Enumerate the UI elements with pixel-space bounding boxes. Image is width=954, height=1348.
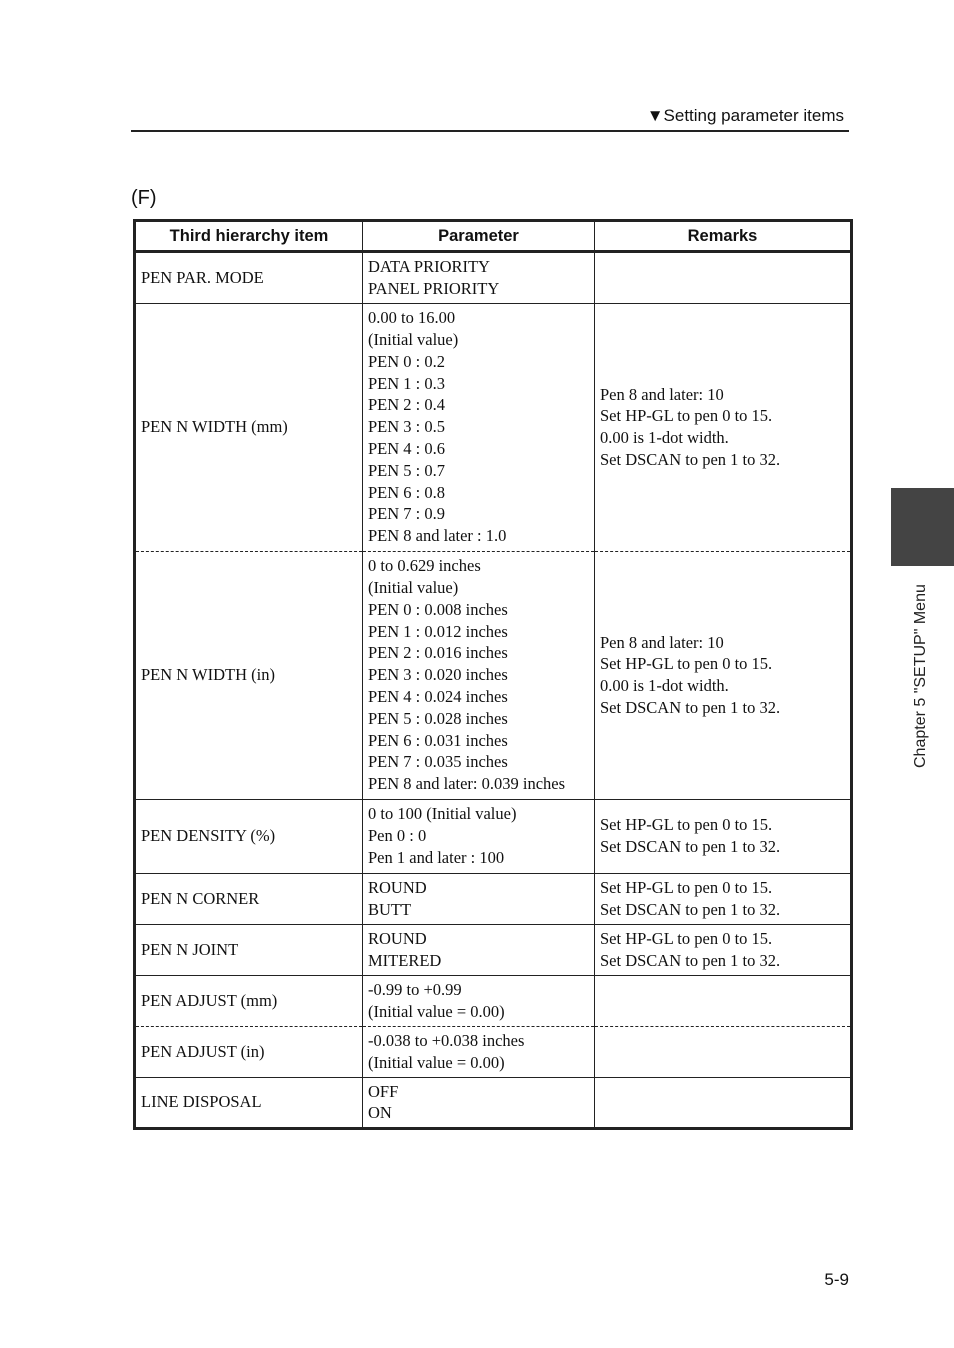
remarks-line: Set HP-GL to pen 0 to 15.: [600, 654, 773, 674]
remarks-line: 0.00 is 1-dot width.: [600, 676, 729, 696]
parameter-line: 0 to 0.629 inches: [368, 556, 481, 576]
parameter-line: 0 to 100 (Initial value): [368, 804, 517, 824]
item-cell: PEN DENSITY (%): [135, 799, 363, 873]
remarks-line: Set DSCAN to pen 1 to 32.: [600, 837, 781, 857]
parameter-line: (Initial value = 0.00): [368, 1001, 505, 1021]
parameter-cell: [363, 924, 595, 975]
parameter-line: (Initial value = 0.00): [368, 1052, 505, 1072]
item-cell: PEN ADJUST (in): [135, 1026, 363, 1077]
table-row: [135, 873, 852, 924]
parameter-cell: [363, 1077, 595, 1129]
remarks-line: Pen 8 and later: 10: [600, 384, 724, 404]
parameter-line: PEN 5 : 0.7: [368, 460, 446, 480]
remarks-cell: [595, 799, 852, 873]
remarks-line: Set HP-GL to pen 0 to 15.: [600, 406, 773, 426]
section-label: (F): [131, 187, 157, 209]
parameter-line: ON: [368, 1103, 392, 1123]
parameter-line: Pen 0 : 0: [368, 826, 427, 846]
parameter-line: PEN 3 : 0.020 inches: [368, 665, 508, 685]
remarks-line: Set HP-GL to pen 0 to 15.: [600, 928, 773, 948]
table-row: [135, 975, 852, 1026]
table-row: [135, 799, 852, 873]
parameter-line: PEN 4 : 0.024 inches: [368, 686, 508, 706]
parameter-line: PEN 8 and later: 0.039 inches: [368, 774, 566, 794]
table-row: [135, 551, 852, 799]
remarks-cell: [595, 551, 852, 799]
chapter-side-label: Chapter 5 "SETUP" Menu: [912, 584, 929, 768]
item-cell: PEN N JOINT: [135, 924, 363, 975]
parameter-line: PEN 6 : 0.031 inches: [368, 730, 508, 750]
parameter-line: OFF: [368, 1081, 399, 1101]
parameter-line: PEN 7 : 0.035 inches: [368, 752, 508, 772]
remarks-line: Set DSCAN to pen 1 to 32.: [600, 950, 781, 970]
table-header-row: [135, 221, 852, 252]
parameter-line: PEN 1 : 0.3: [368, 373, 446, 393]
parameter-line: (Initial value): [368, 330, 459, 349]
remarks-cell: [595, 1077, 852, 1129]
parameter-line: DATA PRIORITY: [368, 257, 490, 276]
remarks-line: Set DSCAN to pen 1 to 32.: [600, 899, 781, 919]
parameter-cell: [363, 252, 595, 304]
parameter-table: [133, 219, 853, 1130]
remarks-line: Set HP-GL to pen 0 to 15.: [600, 815, 773, 835]
remarks-line: Set HP-GL to pen 0 to 15.: [600, 877, 773, 897]
parameter-line: 0.00 to 16.00: [368, 308, 456, 328]
header-rule: [131, 130, 849, 132]
remarks-line: Set DSCAN to pen 1 to 32.: [600, 697, 781, 717]
parameter-cell: [363, 1026, 595, 1077]
remarks-line: 0.00 is 1-dot width.: [600, 428, 729, 448]
parameter-cell: [363, 551, 595, 799]
parameter-line: PEN 1 : 0.012 inches: [368, 621, 508, 641]
remarks-cell: [595, 924, 852, 975]
table-row: [135, 1026, 852, 1077]
table-row: [135, 1077, 852, 1129]
parameter-line: PEN 2 : 0.016 inches: [368, 643, 508, 663]
column-header-remarks: Remarks: [595, 221, 852, 252]
parameter-line: PEN 0 : 0.008 inches: [368, 599, 508, 619]
table-row: [135, 252, 852, 304]
page-number: 5-9: [824, 1270, 849, 1289]
parameter-cell: [363, 799, 595, 873]
parameter-line: PEN 2 : 0.4: [368, 395, 446, 415]
parameter-line: ROUND: [368, 877, 427, 897]
parameter-cell: [363, 873, 595, 924]
table-row: [135, 303, 852, 551]
column-header-parameter: Parameter: [363, 221, 595, 252]
item-cell: PEN N CORNER: [135, 873, 363, 924]
item-cell: PEN PAR. MODE: [135, 252, 363, 304]
parameter-cell: [363, 303, 595, 551]
parameter-line: PEN 8 and later : 1.0: [368, 526, 507, 546]
parameter-line: PANEL PRIORITY: [368, 278, 500, 298]
parameter-line: PEN 7 : 0.9: [368, 504, 446, 524]
item-cell: LINE DISPOSAL: [135, 1077, 363, 1129]
item-cell: PEN N WIDTH (mm): [135, 303, 363, 551]
parameter-line: (Initial value): [368, 578, 459, 597]
parameter-line: PEN 4 : 0.6: [368, 438, 446, 458]
parameter-cell: [363, 975, 595, 1026]
running-header: ▼Setting parameter items: [646, 106, 844, 125]
remarks-cell: [595, 303, 852, 551]
table-row: [135, 924, 852, 975]
item-cell: PEN ADJUST (mm): [135, 975, 363, 1026]
remarks-line: Pen 8 and later: 10: [600, 632, 724, 652]
column-header-item: Third hierarchy item: [135, 221, 363, 252]
parameter-line: PEN 5 : 0.028 inches: [368, 708, 508, 728]
parameter-line: -0.99 to +0.99: [368, 979, 462, 999]
parameter-line: BUTT: [368, 899, 412, 919]
parameter-line: MITERED: [368, 950, 442, 970]
parameter-line: Pen 1 and later : 100: [368, 847, 505, 867]
parameter-line: -0.038 to +0.038 inches: [368, 1030, 525, 1050]
remarks-cell: [595, 1026, 852, 1077]
remarks-cell: [595, 873, 852, 924]
remarks-cell: [595, 975, 852, 1026]
item-cell: PEN N WIDTH (in): [135, 551, 363, 799]
parameter-line: PEN 3 : 0.5: [368, 417, 446, 437]
chapter-tab: [891, 488, 954, 566]
parameter-line: ROUND: [368, 928, 427, 948]
parameter-line: PEN 6 : 0.8: [368, 482, 446, 502]
parameter-line: PEN 0 : 0.2: [368, 351, 446, 371]
remarks-line: Set DSCAN to pen 1 to 32.: [600, 449, 781, 469]
remarks-cell: [595, 252, 852, 304]
